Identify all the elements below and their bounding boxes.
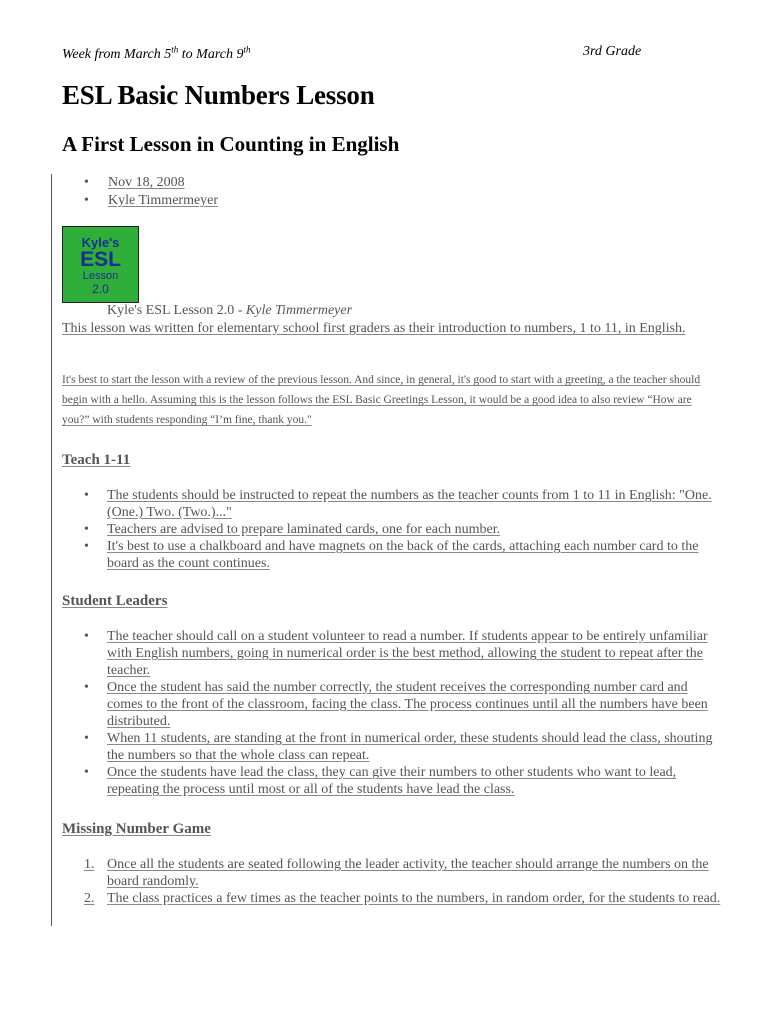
logo-caption: Kyle's ESL Lesson 2.0 - Kyle Timmermeyer bbox=[107, 303, 353, 318]
list-item: • It's best to use a chalkboard and have magnets on the back of the cards, attaching each number card to the board as the count continues. bbox=[84, 539, 699, 571]
leaders-list bbox=[84, 628, 724, 798]
week-header bbox=[62, 44, 662, 63]
page-subtitle: A First Lesson in Counting in English bbox=[62, 132, 400, 156]
esl-lesson-logo[interactable]: Kyle's ESL Lesson 2.0 bbox=[62, 226, 139, 303]
section-title-teach: Teach 1-11 bbox=[62, 452, 131, 468]
review-paragraph: It's best to start the lesson with a review of the previous lesson. And since, in general, it's good to start with a greeting, a the teacher should begin with a hello. Assuming this is the lesson follows the ESL Basic Greetings Lesson, it would be a good idea to also review “How are you?” with students responding “I’m fine, thank you." bbox=[62, 374, 701, 426]
list-item: 1. Once all the students are seated following the leader activity, the teacher should arrange the numbers on the board randomly. bbox=[84, 857, 709, 889]
teach-list bbox=[84, 487, 724, 572]
list-item: • When 11 students, are standing at the front in numerical order, these students should lead the class, shouting the numbers so that the whole class can repeat. bbox=[84, 731, 713, 763]
section-title-game: Missing Number Game bbox=[62, 821, 211, 837]
grade-label: 3rd Grade bbox=[583, 44, 642, 59]
game-list bbox=[84, 856, 724, 907]
meta-date: • Nov 18, 2008 bbox=[84, 175, 185, 190]
intro-paragraph: This lesson was written for elementary school first graders as their introduction to numbers, 1 to 11, in English. bbox=[62, 321, 686, 336]
list-item: • The students should be instructed to repeat the numbers as the teacher counts from 1 to 11 in English: "One. (One.) Two. (Two.)..." bbox=[84, 488, 712, 520]
list-item: 2. The class practices a few times as the teacher points to the numbers, in random order, for the students to read. bbox=[84, 891, 721, 906]
week-range: Week from March 5th to March 9th bbox=[62, 44, 251, 62]
list-item: • Teachers are advised to prepare laminated cards, one for each number. bbox=[84, 522, 501, 537]
list-item: • Once the students have lead the class, they can give their numbers to other students who want to lead, repeating the process until most or all of the students have lead the class. bbox=[84, 765, 677, 797]
section-title-leaders: Student Leaders bbox=[62, 593, 168, 609]
list-item: • The teacher should call on a student volunteer to read a number. If students appear to be entirely unfamiliar with English numbers, going in numerical order is the best method, allowing the student to repeat after the teacher. bbox=[84, 629, 708, 678]
list-item: • Once the student has said the number correctly, the student receives the corresponding number card and comes to the front of the classroom, facing the class. The process continues until all the numbers have been distributed. bbox=[84, 680, 708, 729]
meta-author[interactable]: • Kyle Timmermeyer bbox=[84, 193, 219, 208]
page-title: ESL Basic Numbers Lesson bbox=[62, 80, 375, 110]
left-margin-rule bbox=[51, 174, 52, 926]
article-meta bbox=[84, 174, 218, 210]
